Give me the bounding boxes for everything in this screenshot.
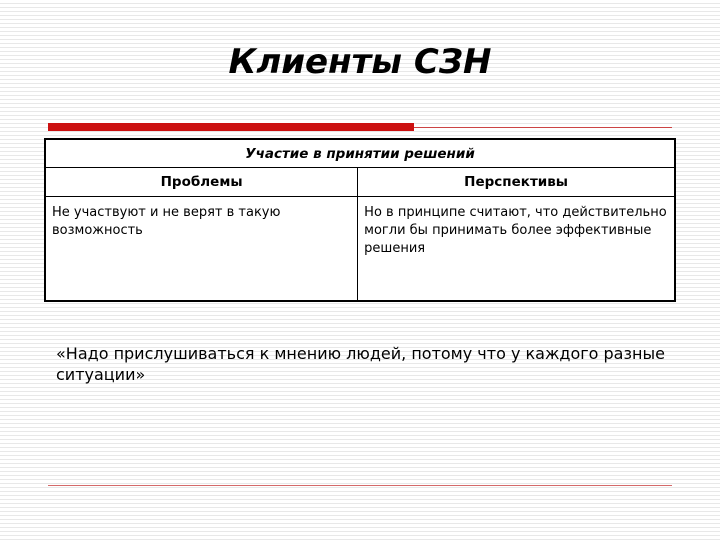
accent-bar: [48, 123, 414, 131]
cell-prospects: Но в принципе считают, что действительно могли бы принимать более эффективные решения: [358, 197, 675, 302]
header-prospects: Перспективы: [358, 168, 675, 197]
table-header-row: [45, 168, 675, 197]
decisions-table: [44, 138, 676, 302]
table-row: [45, 197, 675, 302]
table-caption: Участие в принятии решений: [45, 139, 675, 168]
quote-text: «Надо прислушиваться к мнению людей, потому что у каждого разные ситуации»: [56, 344, 665, 384]
table-caption-row: [45, 139, 675, 168]
header-problems: Проблемы: [45, 168, 358, 197]
bottom-divider: [48, 485, 672, 486]
cell-problems: Не участвуют и не верят в такую возможность: [45, 197, 358, 302]
slide-title: Клиенты СЗН: [228, 42, 492, 82]
